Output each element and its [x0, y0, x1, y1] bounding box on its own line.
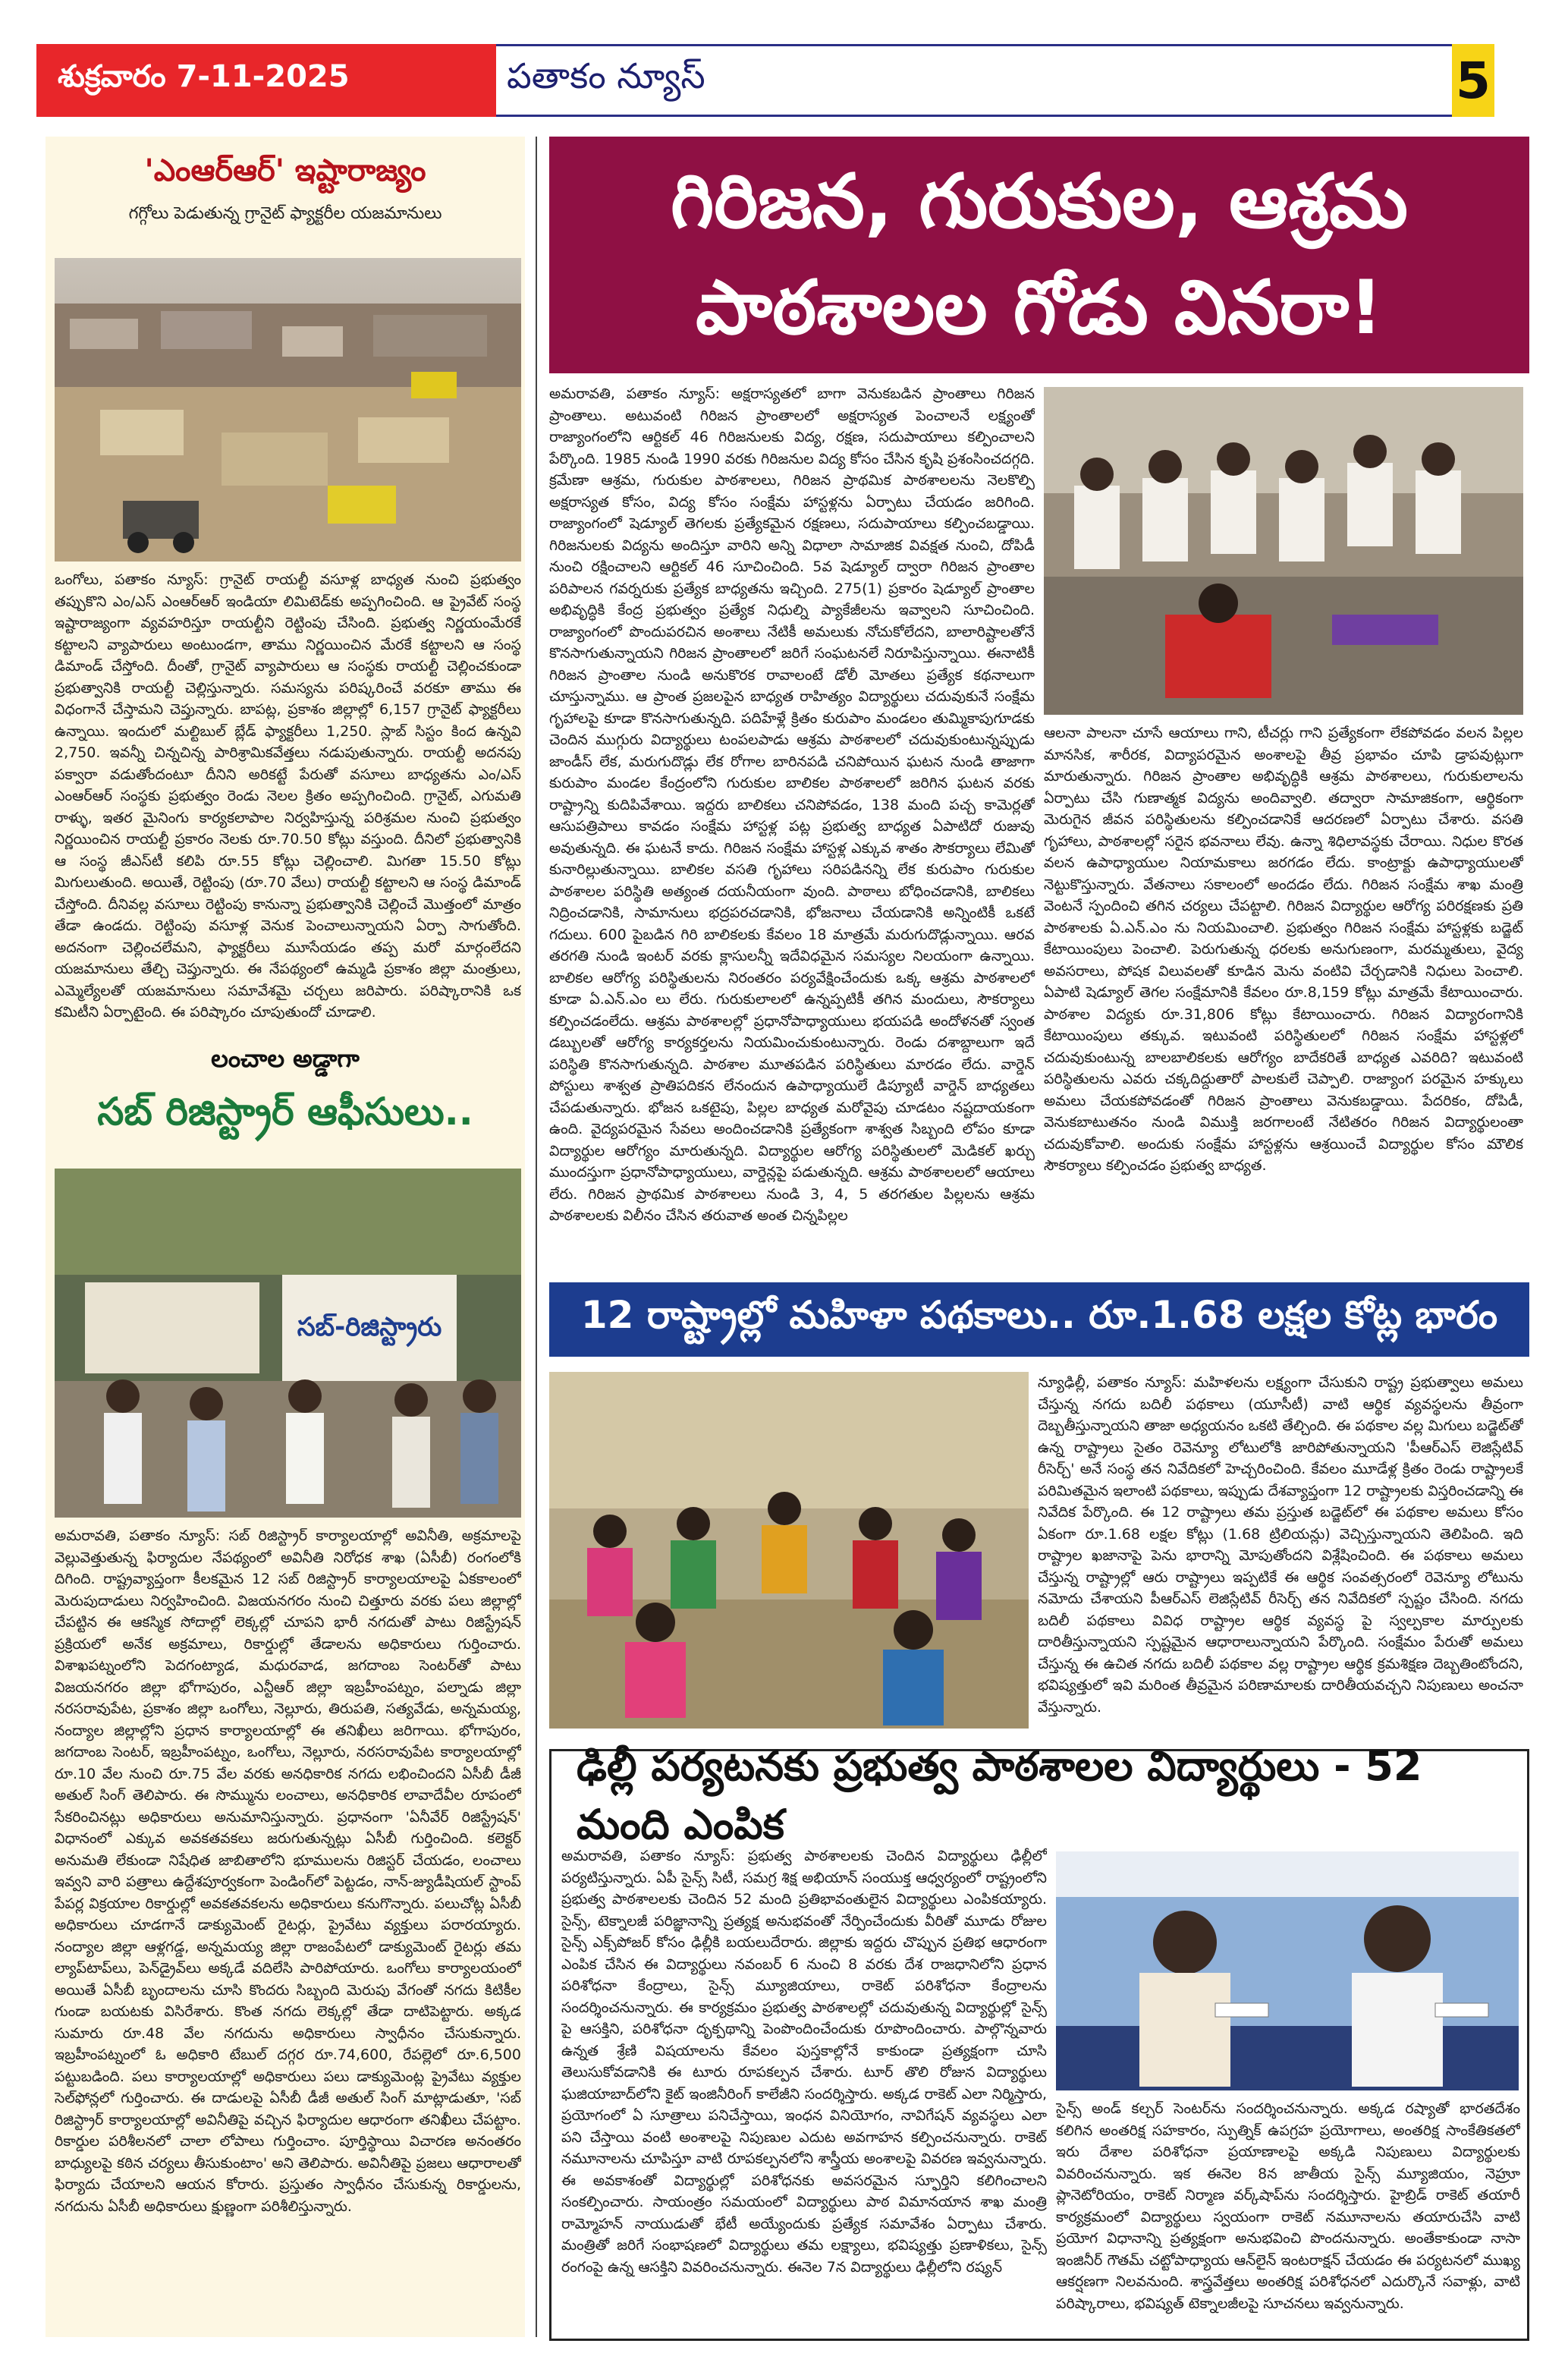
classroom-children-photo	[1044, 387, 1523, 715]
women-schemes-headline: 12 రాష్ట్రాల్లో మహిళా పథకాలు.. రూ.1.68 లక్షల కోట్ల భారం	[549, 1282, 1529, 1357]
column-divider	[536, 137, 537, 2337]
page-number: 5	[1452, 44, 1494, 117]
sub-registrar-office-photo	[55, 1169, 521, 1518]
delhi-tour-body-left: అమరావతి, పతాకం న్యూస్: ప్రభుత్వ పాఠశాలలకు చెందిన విద్యార్థులు ఢిల్లీలో పర్యటిస్తున్నారు. ఏపీ సైన్స్ సిటీ, సమగ్ర శిక్ష అభియాన్ సంయుక్త ఆధ్వర్యంలో రాష్ట్రంలోని ప్రభుత్వ పాఠశాలలకు చెందిన 52 మంది ప్రతిభావంతులైన విద్యార్థులు ఎంపికయ్యారు. సైన్స్, టెక్నాలజీ పరిజ్ఞానాన్ని ప్రత్యక్ష అనుభవంతో నేర్పించేందుకు వీరితో మూడు రోజుల సైన్స్ ఎక్స్‌పోజర్ కోసం ఢిల్లీకి బయలుదేరారు. జిల్లాకు ఇద్దరు చొప్పున ప్రతిభ ఆధారంగా ఎంపిక చేసిన ఈ విద్యార్థులు నవంబర్ 6 నుంచి 8 వరకు దేశ రాజధానిలోని ప్రధాన పరిశోధనా కేంద్రాలు, సైన్స్ మ్యూజియాలు, రాకెట్ పరిశోధనా కేంద్రాలను సందర్శించనున్నారు. ఈ కార్యక్రమం ప్రభుత్వ పాఠశాలల్లో చదువుతున్న విద్యార్థుల్లో సైన్స్ పై ఆసక్తిని, పరిశోధనా దృక్పథాన్ని పెంపొందించేందుకు రూపొందించారు. పాల్గొన్నవారు ఉన్నత శ్రేణి విషయాలను కేవలం పుస్తకాల్లోనే కాకుండా ప్రత్యక్షంగా చూసి తెలుసుకోవడానికి ఈ టూరు రూపకల్పన చేశారు. టూర్ తొలి రోజున విద్యార్థులు ఘజియాబాద్‌లోని కైట్ ఇంజినీరింగ్ కాలేజీని సందర్శిస్తారు. అక్కడ రాకెట్ ఎలా నిర్మిస్తారు, ప్రయోగంలో ఏ సూత్రాలు పనిచేస్తాయి, ఇంధన వినియోగం, నావిగేషన్ వ్యవస్థలు ఎలా పని చేస్తాయి వంటి అంశాలపై నిపుణుల ఎదుట అవగాహన కల్పించనున్నారు. రాకెట్ నమూనాలను చూపిస్తూ వాటి రూపకల్పనలోని శాస్త్రీయ అంశాలపై వివరణ ఇవ్వనున్నారు. ఈ అవకాశంతో విద్యార్థుల్లో పరిశోధనకు అవసరమైన స్ఫూర్తిని కలిగించాలని సంకల్పించారు. సాయంత్రం సమయంలో విద్యార్థులు పాఠ విమానయాన శాఖ మంత్రి రామ్మోహన్ నాయుడుతో భేటీ అయ్యేందుకు ప్రత్యేక సమావేశం ఏర్పాటు చేశారు. మంత్రితో జరిగే సంభాషణలో విద్యార్థులు తమ లక్ష్యాలు, భవిష్యత్తు ప్రణాళికలు, సైన్స్ రంగంపై ఉన్న ఆసక్తిని వివరించనున్నారు. ఈనెల 7న విద్యార్థులు ఢిల్లీలోని రష్యన్	[561, 1848, 1047, 2276]
women-schemes-body: న్యూఢిల్లీ, పతాకం న్యూస్: మహిళలను లక్ష్యంగా చేసుకుని రాష్ట్ర ప్రభుత్వాలు అమలు చేస్తున్న నగదు బదిలీ పథకాలు (యూసీటీ) వాటి ఆర్థిక వ్యవస్థలను తీవ్రంగా దెబ్బతీస్తున్నాయని తాజా అధ్యయనం ఒకటి తేల్చింది. ఈ పథకాల వల్ల మిగులు బడ్జెట్‌తో ఉన్న రాష్ట్రాలు సైతం రెవెన్యూ లోటులోకి జారిపోతున్నాయని 'పీఆర్ఎస్ లెజిస్లేటివ్ రీసెర్చ్' అనే సంస్థ తన నివేదికలో హెచ్చరించింది. కేవలం మూడేళ్ల క్రితం రెండు రాష్ట్రాలకే పరిమితమైన ఇలాంటి పథకాలు, ఇప్పుడు దేశవ్యాప్తంగా 12 రాష్ట్రాలకు విస్తరించడాన్ని ఈ నివేదిక పేర్కొంది. ఈ 12 రాష్ట్రాలు తమ ప్రస్తుత బడ్జెట్‌లో ఈ పథకాల అమలు కోసం ఏకంగా రూ.1.68 లక్షల కోట్లు (1.68 ట్రిలియన్లు) వెచ్చిస్తున్నాయని తెలిపింది. ఇది రాష్ట్రాల ఖజానాపై పెను భారాన్ని మోపుతోందని విశ్లేషించింది. ఈ పథకాలు అమలు చేస్తున్న రాష్ట్రాల్లో ఆరు రాష్ట్రాలు ఇప్పటికే ఈ ఆర్థిక సంవత్సరంలో రెవెన్యూ లోటును నమోదు చేశాయని పీఆర్ఎస్ లెజిస్లేటివ్ రీసెర్చ్ తన నివేదికలో స్పష్టం చేసింది. నగదు బదిలీ పథకాలు వివిధ రాష్ట్రాల ఆర్థిక వ్యవస్థ పై స్వల్పకాల మార్పులకు దారితీస్తున్నాయని స్పష్టమైన ఆధారాలున్నాయని పేర్కొంది. సంక్షేమం పేరుతో అమలు చేస్తున్న ఈ ఉచిత నగదు బదిలీ పథకాల వల్ల రాష్ట్రాల ఆర్థిక క్రమశిక్షణ దెబ్బతింటోందని, భవిష్యత్తులో ఇవి మరింత తీవ్రమైన పరిణామాలకు దారితీయవచ్చని నిపుణులు అంచనా వేస్తున్నారు.	[1038, 1374, 1523, 1716]
women-meeting-photo	[549, 1372, 1029, 1729]
subreg-body: అమరావతి, పతాకం న్యూస్: సబ్ రిజిస్ట్రార్ కార్యాలయాల్లో అవినీతి, అక్రమాలపై వెల్లువెత్తుతున్న ఫిర్యాదుల నేపథ్యంలో అవినీతి నిరోధక శాఖ (ఏసీబీ) రంగంలోకి దిగింది. రాష్ట్రవ్యాప్తంగా కీలకమైన 12 సబ్ రిజిస్ట్రార్ కార్యాలయాలపై ఏకకాలంలో మెరుపుదాడులు నిర్వహించింది. విజయనగరం నుంచి చిత్తూరు వరకు పలు జిల్లాల్లో చేపట్టిన ఈ ఆకస్మిక సోదాల్లో లెక్కల్లో చూపని భారీ నగదుతో పాటు రిజిస్ట్రేషన్ ప్రక్రియలో అనేక అక్రమాలు, రికార్డుల్లో తేడాలను అధికారులు గుర్తించారు. విశాఖపట్నంలోని పెదగంట్యాడ, మధురవాడ, జగదాంబ సెంటర్‌తో పాటు విజయనగరం జిల్లా భోగాపురం, ఎన్టీఆర్ జిల్లా ఇబ్రహీంపట్నం, పల్నాడు జిల్లా నరసరావుపేట, ప్రకాశం జిల్లా ఒంగోలు, నెల్లూరు, తిరుపతి, సత్యవేడు, అన్నమయ్య, నంద్యాల జిల్లాల్లోని ప్రధాన కార్యాలయాల్లో ఈ తనిఖీలు జరిగాయి. భోగాపురం, జగదాంబ సెంటర్, ఇబ్రహీంపట్నం, ఒంగోలు, నెల్లూరు, నరసరావుపేట కార్యాలయాల్లో రూ.10 వేల నుంచి రూ.75 వేల వరకు అనధికారిక నగదు లభించిందని ఏసీబీ డీజీ అతుల్ సింగ్ తెలిపారు. ఈ సొమ్మును లంచాలు, అనధికారిక లావాదేవీల రూపంలో సేకరించినట్లు అధికారులు అనుమానిస్తున్నారు. ప్రధానంగా 'ఏనీవేర్ రిజిస్ట్రేషన్' విధానంలో ఎక్కువ అవకతవకలు జరుగుతున్నట్లు ఏసీబీ గుర్తించింది. కలెక్టర్ అనుమతి లేకుండా నిషేధిత జాబితాలోని భూములను రిజిస్టర్ చేయడం, లంచాలు ఇవ్వని వారి పత్రాలు ఉద్దేశపూర్వకంగా పెండింగ్‌లో పెట్టడం, నాన్-జ్యుడీషియల్ స్టాంప్ పేపర్ల విక్రయాల రికార్డుల్లో అవకతవకలను అధికారులు కనుగొన్నారు. పలుచోట్ల ఏసీబీ అధికారులు చూడగానే డాక్యుమెంట్ రైటర్లు, ప్రైవేటు వ్యక్తులు పరారయ్యారు. నంద్యాల జిల్లా ఆళ్లగడ్డ, అన్నమయ్య జిల్లా రాజంపేటలో డాక్యుమెంట్ రైటర్లు తమ ల్యాప్‌టాప్‌లు, పెన్‌డ్రైవ్‌లు అక్కడే వదిలేసి పారిపోయారు. ఒంగోలు కార్యాలయంలో అయితే ఏసీబీ బృందాలను చూసి కొందరు సిబ్బంది మెరుపు వేగంతో నగదు కిటికీల గుండా బయటకు విసిరేశారు. కొంత నగదు లెక్కల్లో తేడా దాటిపెట్టారు. అక్కడ సుమారు రూ.48 వేల నగదును అధికారులు స్వాధీనం చేసుకున్నారు. ఇబ్రహీంపట్నంలో ఓ అధికారి టేబుల్ దగ్గర రూ.74,600, రేపల్లెలో రూ.6,500 పట్టుబడింది. పలు కార్యాలయాల్లో అధికారులు పలు డాక్యుమెంట్ల ప్రైవేటు వ్యక్తుల సెల్‌ఫోన్లలో గుర్తించారు. ఈ దాడులపై ఏసీబీ డీజీ అతుల్ సింగ్ మాట్లాడుతూ, 'సబ్ రిజిస్ట్రార్ కార్యాలయాల్లో అవినీతిపై వచ్చిన ఫిర్యాదుల ఆధారంగా తనిఖీలు చేపట్టాం. రికార్డుల పరిశీలనలో చాలా లోపాలు గుర్తించాం. పూర్తిస్థాయి విచారణ అనంతరం బాధ్యులపై కఠిన చర్యలు తీసుకుంటాం' అని తెలిపారు. అవినీతిపై ప్రజలు ఆధారాలతో ఫిర్యాదు చేయాలని ఆయన కోరారు. ప్రస్తుతం స్వాధీనం చేసుకున్న రికార్డులను, నగదును ఏసీబీ అధికారులు క్షుణ్ణంగా పరిశీలిస్తున్నారు.	[55, 1527, 521, 2215]
mrr-subhead: గగ్గోలు పెడుతున్న గ్రానైట్ ఫ్యాక్టరీల యజమానులు	[128, 204, 442, 223]
mrr-headline: 'ఎంఆర్ఆర్' ఇష్టారాజ్యం	[144, 153, 426, 188]
granite-quarry-photo	[55, 258, 521, 562]
office-signboard: సబ్-రిజిస్ట్రారు	[297, 1312, 442, 1342]
newspaper-name: పతాకం న్యూస్	[496, 44, 1452, 117]
schools-headline-line2: పాఠశాలల గోడు వినరా!	[696, 265, 1383, 351]
subreg-kicker: లంచాల అడ్డాగా	[46, 1040, 525, 1077]
mrr-body: ఒంగోలు, పతాకం న్యూస్: గ్రానైట్ రాయల్టీ వసూళ్ల బాధ్యత నుంచి ప్రభుత్వం తప్పుకొని ఎం/ఎస్ ఎంఆర్ఆర్ ఇండియా లిమిటెడ్‌కు అప్పగించింది. ఆ ప్రైవేట్ సంస్థ ఇష్టారాజ్యంగా వ్యవహరిస్తూ రాయల్టీని రెట్టింపు చేసింది. ప్రభుత్వ నిర్ణయంమేరకే కట్టాలని వ్యాపారులు అంటుండగా, తాము నిర్ణయించిన మేరకే కట్టాలని ఆ సంస్థ డిమాండ్ చేస్తోంది. దీంతో, గ్రానైట్ వ్యాపారులు ఆ సంస్థకు రాయల్టీ చెల్లించకుండా ప్రభుత్వానికి రాయల్టీ చెల్లిస్తున్నారు. సమస్యను పరిష్కరించే వరకూ తాము ఈ విధంగానే చేస్తామని చెప్తున్నారు. బాపట్ల, ప్రకాశం జిల్లాల్లో 6,157 గ్రానైట్ ఫ్యాక్టరీలు ఉన్నాయి. ఇందులో మల్టిబుల్ బ్లేడ్ ఫ్యాక్టరీలు 1,250. స్లాబ్ సిస్టం కింద ఉన్నవి 2,750. ఇవన్నీ చిన్నచిన్న పారిశ్రామికవేత్తలు నడుపుతున్నారు. రాయల్టీ అదనపు పక్వారా వడుతోందంటూ దీనిని అరికట్టే పేరుతో వసూలు బాధ్యతను ఎం/ఎస్ ఎంఆర్ఆర్ సంస్థకు ప్రభుత్వం రెండు నెలల క్రితం అప్పగించింది. గ్రానైట్, ఎగుమతి రాళ్ళు, ఇతర మైనింగు కార్యకలాపాల నిర్వహిస్తున్న పరిశ్రమల నుంచి ప్రభుత్వం నిర్ణయించిన రాయల్టీ ప్రకారం నెలకు రూ.70.50 కోట్లు వస్తుంది. దీనిలో ప్రభుత్వానికి ఆ సంస్థ జీఎస్‌టీ కలిపి రూ.55 కోట్లు చెల్లించాలి. మిగతా 15.50 కోట్లు మిగులుతుంది. అయితే, రెట్టింపు (రూ.70 వేలు) రాయల్టీ కట్టాలని ఆ సంస్థ డిమాండ్ చేస్తోంది. దీనివల్ల వసూలు రెట్టింపు కానున్నా ప్రభుత్వానికి చెల్లించే మొత్తంలో మాత్రం తేడా ఉండదు. రెట్టింపు వసూళ్ల వెనుక పెంచాలున్నాయని ఏర్పా సాగుతోంది. అదనంగా చెల్లించలేమని, ఫ్యాక్టరీలు మూసేయడం తప్ప మరో మార్గంలేదని యజమానులు తేల్చి చెప్తున్నారు. ఈ నేపథ్యంలో ఉమ్మడి ప్రకాశం జిల్లా మంత్రులు, ఎమ్మెల్యేలతో యజమానులు సమావేశమై చర్చలు జరిపారు. పరిష్కారానికి ఒక కమిటీని ఏర్పాటైంది. ఈ పరిష్కారం చూపుతుందో చూడాలి.	[55, 571, 521, 1021]
masthead	[36, 44, 1494, 117]
schools-headline-line1: గిరిజన, గురుకుల, ఆశ్రమ	[671, 159, 1408, 245]
subreg-headline: సబ్ రిజిస్ట్రార్ ఆఫీసులు..	[46, 1077, 525, 1146]
schools-body-left: అమరావతి, పతాకం న్యూస్: అక్షరాస్యతలో బాగా వెనుకబడిన ప్రాంతాలు గిరిజన ప్రాంతాలు. అటువంటి గిరిజన ప్రాంతాలలో అక్షరాస్యత పెంచాలనే లక్ష్యంతో రాజ్యాంగంలోని ఆర్టికల్ 46 గిరిజనులకు విద్య, రక్షణ, సదుపాయాలు కల్పించాలని పేర్కొంది. 1985 నుండి 1990 వరకు గిరిజనుల విద్య కోసం చేసిన కృషి ప్రశంసించదగ్గది. క్రమేణా ఆశ్రమ, గురుకుల పాఠశాలలు, గిరిజన ప్రాథమిక పాఠశాలలను నెలకొల్పి అక్షరాస్యత కోసం, విద్య కోసం సంక్షేమ హాస్టళ్లను ఏర్పాటు చేయడం జరిగింది. రాజ్యాంగంలో షెడ్యూల్ తెగలకు ప్రత్యేకమైన రక్షణలు, సదుపాయాలు కల్పించబడ్డాయి. గిరిజనులకు విద్యను అందిస్తూ వారిని అన్ని విధాలా సామాజిక వివక్షత నుంచి, దోపిడీ నుంచి రక్షించాలని ఆర్టికల్ 46 సూచించింది. 5వ షెడ్యూల్ ద్వారా గిరిజన ప్రాంతాల పరిపాలన గవర్నరుకు ప్రత్యేక బాధ్యతను ఇచ్చింది. 275(1) ప్రకారం షెడ్యూల్ ప్రాంతాల అభివృద్ధికి కేంద్ర ప్రభుత్వం ప్రత్యేక నిధుల్ని ప్యాకేజీలను ఇవ్వాలని సూచించింది. రాజ్యాంగంలో పొందుపరచిన అంశాలు నేటికీ అమలుకు నోచుకోలేదని, బాలారిష్టాలతోనే కొనసాగుతున్నాయని గిరిజన ప్రాంతాలలో జరిగే సంఘటనలే నిరూపిస్తున్నాయి. ఈనాటికీ గిరిజన ప్రాంతాల నుండి అనుకొరక రావాలంటే డోలీ మోతలు ప్రత్యేక కథనాలుగా చూస్తున్నాము. ఆ ప్రాంత ప్రజలపైన బాధ్యత రాహిత్యం విద్యార్థులు చదువుకునే సంక్షేమ గృహాలపై కూడా కొనసాగుతున్నది. పదిహేళ్లే క్రితం కురుపాం మండలం తుమ్మికాపుగూడకు చెందిన ముగ్గురు విద్యార్థులు టంపలపాడు ఆశ్రమ పాఠశాలలో చదువుకుంటున్నప్పుడు జాండీస్ లేక, మరుగుదొడ్లు లేక రోగాల బారినపడి చనిపోయిన ఘటన నుండి తాజాగా కురుపాం మండల కేంద్రంలోని గురుకుల బాలికల పాఠశాలలో జరిగిన ఘటన వరకు రాష్ట్రాన్ని కుదిపివేశాయి. ఇద్దరు బాలికలు చనిపోవడం, 138 మంది పచ్చ కామెర్లతో ఆసుపత్రిపాలు కావడం సంక్షేమ హాస్టళ్ల పట్ల ప్రభుత్వ బాధ్యత ఏపాటిదో రుజువు అవుతున్నది. ఈ ఘటనే కాదు. గిరిజన సంక్షేమ హాస్టళ్ల ఎక్కువ శాతం సౌకర్యాలు లేమితో కునారిల్లుతున్నాయి. బాలికల వసతి గృహాలు సరిపడినన్ని లేక కురుపాం గురుకుల పాఠశాలల పరిస్థితి అత్యంత దయనీయంగా వుంది. పాఠాలు బోధించడానికి, బాలికలు నిద్రించడానికి, సామానులు భద్రపరచడానికి, భోజనాలు చేయడానికి అన్నింటికీ ఒకటే గదులు. 600 పైబడిన గిరి బాలికలకు కేవలం 18 మాత్రమే మరుగుదొడ్లున్నాయి. ఆరవ తరగతి నుండి ఇంటర్ వరకు క్లాసులన్నీ ఇదేవిధమైన సమస్యల నిలయంగా ఉన్నాయి. బాలికల ఆరోగ్య పరిస్థితులను నిరంతరం పర్యవేక్షించేందుకు ఒక్క ఆశ్రమ పాఠశాలలో కూడా ఏ.ఎన్.ఎం లు లేరు. గురుకులాలలో ఉన్నప్పటికీ తగిన మందులు, సౌకర్యాలు కల్పించడంలేదు. ఆశ్రమ పాఠశాలల్లో ప్రధానోపాధ్యాయులు భయపడి అందోళనతో స్వంత డబ్బులతో ఆరోగ్య కార్యకర్తలను నియమించుకుంటున్నారు. రెండు దశాబ్దాలుగా ఇదే పరిస్థితి కొనసాగుతున్నది. పాఠశాల మూతపడిన పరిస్థితులు మారడం లేదు. వార్డెన్ పోస్టులు శాశ్వత ప్రాతిపదికన లేనందున ఉపాధ్యాయులే డిప్యూటీ వార్డెన్ బాధ్యతలు చేపడుతున్నారు. భోజన ఒకటైపు, పిల్లల బాధ్యత మరోవైపు చూడటం నష్టదాయకంగా ఉంది. వైద్యపరమైన సేవలు అందించడానికి ప్రత్యేకంగా శాశ్వత సిబ్బంది లోపం కూడా విద్యార్థుల ఆరోగ్యం మారుతున్నది. విద్యార్థుల ఆరోగ్య పరిస్థితులలో మెడికల్ ఖర్చు ముందస్తుగా ప్రధానోపాధ్యాయులు, వార్డెన్లపై పడుతున్నది. ఆశ్రమ పాఠశాలలలో ఆయాలు లేరు. గిరిజన ప్రాథమిక పాఠశాలలు నుండి 3, 4, 5 తరగతుల పిల్లలను ఆశ్రమ పాఠశాలలకు విలీనం చేసిన తరువాత అంత చిన్నపిల్లల	[549, 385, 1035, 1224]
students-aircraft-photo	[1056, 1851, 1519, 2090]
delhi-tour-headline: ఢిల్లీ పర్యటనకు ప్రభుత్వ పాఠశాలల విద్యార్థులు - 52 మంది ఎంపిక	[577, 1741, 1422, 1848]
issue-date: శుక్రవారం 7-11-2025	[36, 44, 496, 117]
schools-body-right: ఆలనా పాలనా చూసే ఆయాలు గాని, టీచర్లు గాని ప్రత్యేకంగా లేకపోవడం వలన పిల్లల మానసిక, శారీరక, విద్యాపరమైన అంశాలపై తీవ్ర ప్రభావం చూపి డ్రాపవుట్లుగా మారుతున్నారు. గిరిజన ప్రాంతాల అభివృద్ధికి ఆశ్రమ పాఠశాలలు, గురుకులాలను ఏర్పాటు చేసి గుణాత్మక విద్యను అందివ్వాలి. తద్వారా సామాజికంగా, ఆర్థికంగా మెరుగైన జీవన పరిస్థితులను కల్పించడానికే ఆదరణలో ఏర్పాటు చేశారు. వసతి గృహాలు, పాఠశాలల్లో సరైన భవనాలు లేవు. ఉన్నా శిధిలావస్థకు చేరాయి. నిధుల కొరత వలన ఉపాధ్యాయుల నియామకాలు జరగడం లేదు. కాంట్రాక్టు ఉపాధ్యాయులతో నెట్టుకొస్తున్నారు. వేతనాలు సకాలంలో అందడం లేదు. గిరిజన సంక్షేమ శాఖ మంత్రి వెంటనే స్పందించి తగిన చర్యలు చేపట్టాలి. గిరిజన విద్యార్థుల ఆరోగ్య పరిరక్షణకు ప్రతి పాఠశాలకు ఏ.ఎన్.ఎం ను నియమించాలి. ప్రభుత్వం గిరిజన సంక్షేమ హాస్టళ్లకు బడ్జెట్ కేటాయింపులు పెంచాలి. పెరుగుతున్న ధరలకు అనుగుణంగా, మరమ్మతులు, వైద్య అవసరాలు, పోషక విలువలతో కూడిన మెను వంటివి చేర్చడానికి నిధులు పెంచాలి. ఏపాటి షెడ్యూల్ తెగల సంక్షేమానికి కేవలం రూ.8,159 కోట్లు మాత్రమే కేటాయించారు. పాఠశాల విద్యకు రూ.31,806 కోట్లు కేటాయించారు. గిరిజన విద్యారంగానికి కేటాయింపులు తక్కువ. ఇటువంటి పరిస్థితులలో గిరిజన సంక్షేమ హాస్టళ్లలో చదువుకుంటున్న బాలబాలికలకు ఆరోగ్యం బాదేకరితే బాధ్యత ఎవరిది? ఇటువంటి పరిస్థితులను ఎవరు చక్కదిద్దుతారో పాలకులే చెప్పాలి. రాజ్యాంగ పరమైన హక్కులు అమలు చేయకపోవడంతో గిరిజన ప్రాంతాలు వెనుకబడ్డాయి. పేదరికం, దోపిడీ, వెనుకబాటుతనం నుండి విముక్తి జరగాలంటే నేటితరం గిరిజన విద్యార్థులంతా చదువుకోవాలి. అందుకు సంక్షేమ హాస్టళ్లను ఆశ్రయించే విద్యార్థుల కోసం మౌలిక సౌకర్యాలు కల్పించడం ప్రభుత్వ బాధ్యత.	[1044, 725, 1523, 1174]
schools-headline	[549, 137, 1529, 373]
delhi-tour-body-right: సైన్స్ అండ్ కల్చర్ సెంటర్‌ను సందర్శించనున్నారు. అక్కడ రష్యాతో భారతదేశం కలిగిన అంతరిక్ష సహకారం, స్పుత్నిక్ ఉపగ్రహ ప్రయోగాలు, అంతరిక్ష సాంకేతికతలో ఇరు దేశాల పరిశోధనా ప్రయాణాలపై అక్కడి నిపుణులు విద్యార్థులకు వివరించనున్నారు. ఇక ఈనెల 8న జాతీయ సైన్స్ మ్యూజియం, నెహ్రూ ప్లానెటోరియం, రాకెట్ నిర్మాణ వర్క్‌షాప్‌ను సందర్శిస్తారు. హైబ్రిడ్ రాకెట్ తయారీ కార్యక్రమంలో విద్యార్థులు స్వయంగా రాకెట్ నమూనాలను తయారుచేసి వాటి ప్రయోగ విధానాన్ని ప్రత్యక్షంగా అనుభవించి పొందనున్నారు. అంతేకాకుండా నాసా ఇంజినీర్ గౌతమ్ చట్టోపాధ్యాయ ఆన్‌లైన్ ఇంటరాక్షన్ చేయడం ఈ పర్యటనలో ముఖ్య ఆకర్షణగా నిలవనుంది. శాస్త్రవేత్తలు అంతరిక్ష పరిశోధనలో ఎదుర్కొనే సవాళ్లు, వాటి పరిష్కారాలు, భవిష్యత్ టెక్నాలజీలపై సూచనలు ఇవ్వనున్నారు.	[1056, 2100, 1520, 2312]
